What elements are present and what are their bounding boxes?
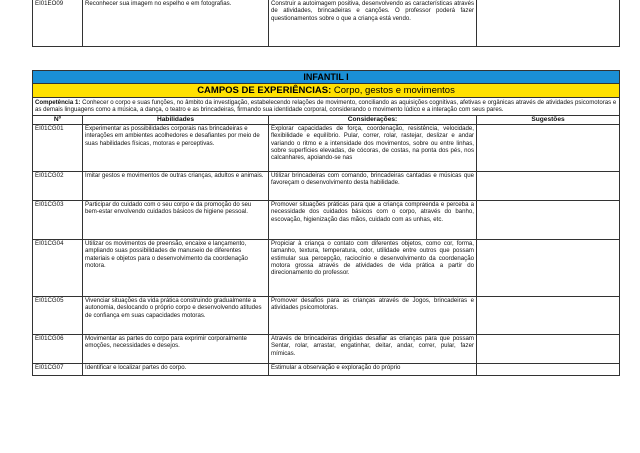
column-header-habilidades: Habilidades	[83, 115, 269, 124]
table-row	[33, 239, 620, 296]
table-row	[33, 363, 620, 375]
row-code: EI01CG01	[33, 124, 83, 171]
section-title-row	[33, 71, 620, 84]
row-consideracoes: Utilizar brincadeiras com comando, brincadeiras cantadas e músicas que favoreçam o desenvolvimento desta habilidade.	[269, 171, 477, 200]
row-consideracoes: Construir a autoimagem positiva, desenvolvendo as características através de atividades, brincadeiras e canções. O professor poderá fazer questionamentos sobre o que a criança está vendo.	[269, 0, 477, 47]
row-sugestoes	[477, 363, 620, 375]
row-consideracoes: Promover desafios para as crianças através de Jogos, brincadeiras e atividades psicomotoras.	[269, 296, 477, 334]
competencia-label: Competência 1:	[35, 99, 81, 106]
row-habilidade: Reconhecer sua imagem no espelho e em fotografias.	[83, 0, 269, 47]
row-consideracoes: Estimular a observação e exploração do próprio	[269, 363, 477, 375]
table-row	[33, 0, 620, 47]
competencia-cell	[33, 98, 620, 116]
row-habilidade: Participar do cuidado com o seu corpo e da promoção do seu bem-estar envolvendo cuidados básicos de higiene pessoal.	[83, 200, 269, 239]
row-habilidade: Utilizar os movimentos de preensão, encaixe e lançamento, ampliando suas possibilidades de manuseio de diferentes materiais e objetos para o desenvolvimento da coordenação motora.	[83, 239, 269, 296]
row-code: EI01CG07	[33, 363, 83, 375]
row-sugestoes	[477, 124, 620, 171]
column-header-sugestoes: Sugestões	[477, 115, 620, 124]
row-habilidade: Imitar gestos e movimentos de outras crianças, adultos e animais.	[83, 171, 269, 200]
table-row	[33, 124, 620, 171]
row-habilidade: Identificar e localizar partes do corpo.	[83, 363, 269, 375]
row-consideracoes: Através de brincadeiras dirigidas desafiar as crianças para que possam Sentar, rolar, arrastar, engatinhar, deitar, andar, correr, pular, fazer mímicas.	[269, 334, 477, 363]
column-header-consideracoes: Considerações:	[269, 115, 477, 124]
table-row	[33, 200, 620, 239]
campos-value: Corpo, gestos e movimentos	[333, 85, 455, 96]
row-code: EI01EO09	[33, 0, 83, 47]
competencia-row	[33, 98, 620, 116]
row-code: EI01CG05	[33, 296, 83, 334]
section-title: INFANTIL I	[33, 71, 620, 84]
competencia-text: Conhecer o corpo e suas funções, no âmbito da investigação, estabelecendo relações de movimento, conciliando as aquisições cognitivas, afetivas e orgânicas através de atividades psicomotoras e as demais linguagens como a música, a dança, o teatro e as brincadeiras, firmando sua identidade corporal, considerando o movimento lúdico e a interação com seus pares.	[35, 99, 617, 114]
campos-heading	[33, 84, 620, 98]
row-habilidade: Vivenciar situações da vida prática construindo gradualmente a autonomia, deslocando o próprio corpo e desenvolvendo atitudes de confiança em suas capacidades motoras.	[83, 296, 269, 334]
row-code: EI01CG06	[33, 334, 83, 363]
column-header-numero: Nº	[33, 115, 83, 124]
row-consideracoes: Explorar capacidades de força, coordenação, resistência, velocidade, flexibilidade e equilíbrio. Pular, correr, rolar, rastejar, deslizar e andar variando o ritmo e a intensidade dos movimentos, sobre ou entre linhas, sobre superfícies elevadas, de cócoras, de costas, na ponta dos pés, nos calcanhares, apoiando-se nas	[269, 124, 477, 171]
table-row	[33, 296, 620, 334]
campos-row	[33, 84, 620, 98]
row-code: EI01CG03	[33, 200, 83, 239]
row-sugestoes	[477, 239, 620, 296]
curriculum-table	[32, 70, 620, 376]
table-row	[33, 171, 620, 200]
column-header-row	[33, 115, 620, 124]
campos-label: CAMPOS DE EXPERIÊNCIAS:	[197, 85, 332, 96]
row-habilidade: Movimentar as partes do corpo para exprimir corporalmente emoções, necessidades e desejos.	[83, 334, 269, 363]
row-code: EI01CG04	[33, 239, 83, 296]
row-sugestoes	[477, 334, 620, 363]
table-row	[33, 334, 620, 363]
row-habilidade: Experimentar as possibilidades corporais nas brincadeiras e interações em ambientes acolhedores e desafiantes por meio de suas habilidades físicas, motoras e perceptivas.	[83, 124, 269, 171]
row-sugestoes	[477, 296, 620, 334]
row-sugestoes	[477, 0, 620, 47]
row-sugestoes	[477, 171, 620, 200]
row-consideracoes: Propiciar à criança o contato com diferentes objetos, como cor, forma, tamanho, textura, temperatura, odor, utilidade entre outros que possam estimular sua percepção, raciocínio e desenvolvimento da coordenação motora grossa através de atividades de vida prática a partir do direcionamento do professor.	[269, 239, 477, 296]
row-code: EI01CG02	[33, 171, 83, 200]
previous-page-table	[32, 0, 620, 47]
row-consideracoes: Promover situações práticas para que a criança compreenda e perceba a necessidade dos cuidados básicos com o corpo, através do banho, escovação, higienização das mãos, cuidado com as unhas, etc.	[269, 200, 477, 239]
row-sugestoes	[477, 200, 620, 239]
